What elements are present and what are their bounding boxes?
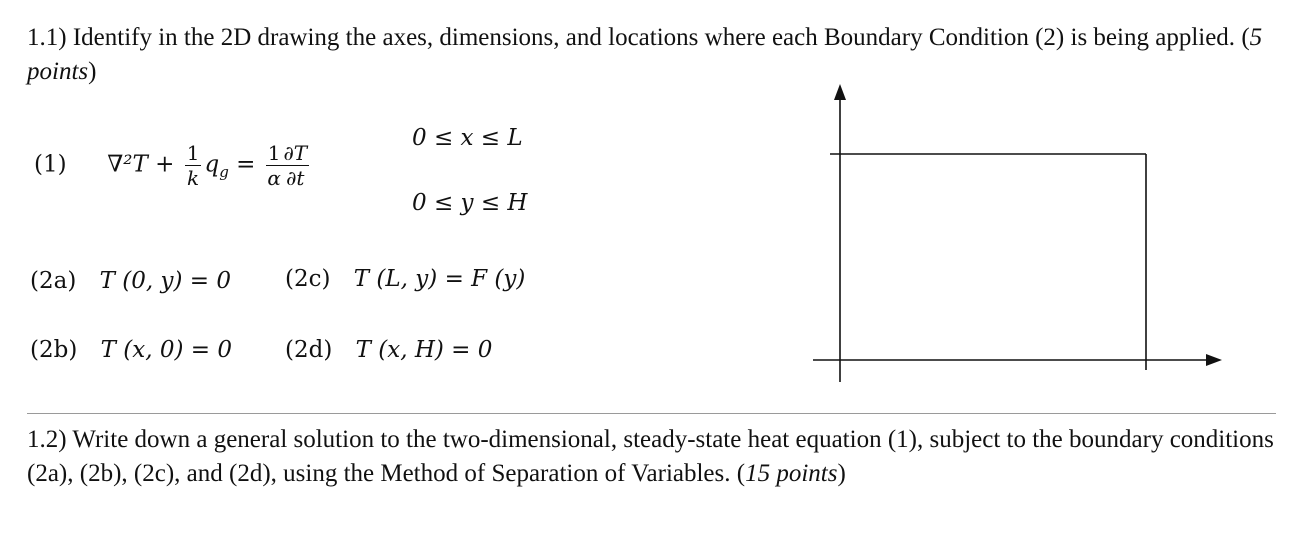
equation-1-label: (1) xyxy=(34,151,67,178)
domain-x: 0 ≤ x ≤ L xyxy=(412,125,523,151)
question-1-2-points: 15 points xyxy=(745,460,838,487)
bc-2a-label: (2a) xyxy=(30,268,77,294)
question-1-2-number: 1.2) xyxy=(27,426,67,453)
source-term: q xyxy=(204,151,220,178)
bc-2b-label: (2b) xyxy=(30,337,78,363)
equals-sign: = xyxy=(236,151,256,178)
question-1-2-points-close: ) xyxy=(837,460,846,487)
fraction-numerator: 1 xyxy=(267,141,281,165)
bc-2d-label: (2d) xyxy=(285,337,333,363)
fraction-numerator: 1 xyxy=(186,141,200,165)
x-axis-arrow xyxy=(1206,354,1222,366)
bc-2c-expr: T (L, y) = F (y) xyxy=(353,266,526,292)
fraction-denominator: k xyxy=(187,166,200,190)
question-1-1-points-open: ( xyxy=(1241,24,1250,51)
bc-2a-expr: T (0, y) = 0 xyxy=(99,268,231,294)
equation-1-lhs: ∇²T + xyxy=(107,151,175,178)
question-1-1-number: 1.1) xyxy=(27,24,67,51)
y-axis-arrow xyxy=(834,84,846,100)
question-1-1-points: 5 points xyxy=(27,24,1263,85)
question-1-2 xyxy=(27,423,1277,491)
question-1-2-text: Write down a general solution to the two-dimensional, steady-state heat equation (1), subject to the boundary conditions (2a), (2b), (2c), and (2d), using the Method of Separation of Variables. xyxy=(27,426,1274,487)
fraction-numerator: ∂T xyxy=(283,141,308,165)
bc-2c-label: (2c) xyxy=(285,266,331,292)
question-1-1-points-close: ) xyxy=(88,58,97,85)
fraction-denominator: ∂t xyxy=(286,166,305,190)
domain-y: 0 ≤ y ≤ H xyxy=(412,190,528,216)
section-divider xyxy=(27,413,1276,414)
bc-2b-expr: T (x, 0) = 0 xyxy=(100,337,232,363)
question-1-2-points-open: ( xyxy=(736,460,746,487)
fraction-denominator: α xyxy=(267,166,281,190)
source-term-subscript: g xyxy=(219,163,229,182)
bc-2d-expr: T (x, H) = 0 xyxy=(355,337,493,363)
question-1-1-text: Identify in the 2D drawing the axes, dimensions, and locations where each Boundary Condition (2) is being applied. xyxy=(72,24,1236,51)
